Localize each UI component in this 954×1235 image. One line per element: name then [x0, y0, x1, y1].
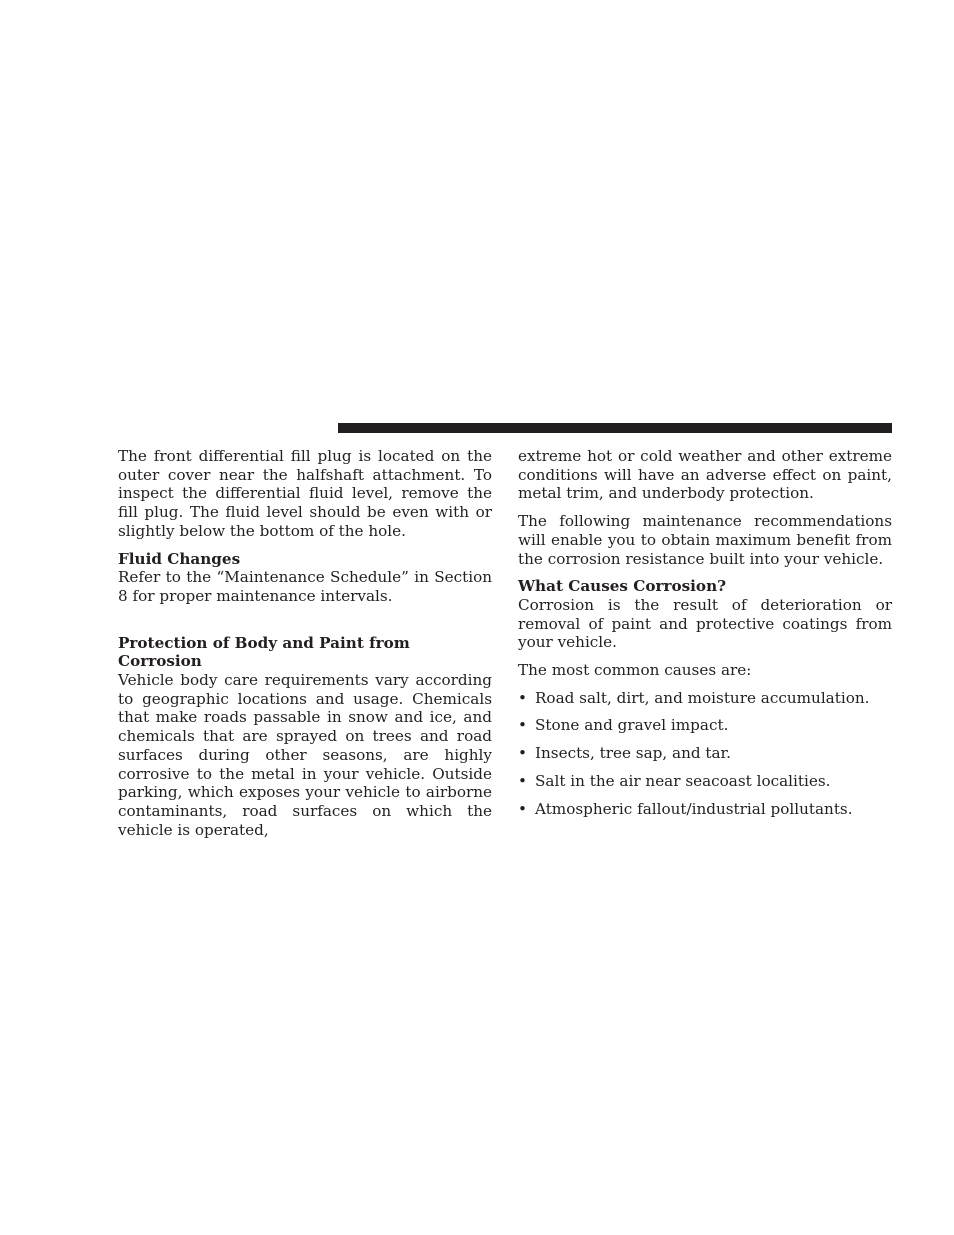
- list-item: • Insects, tree sap, and tar.: [518, 744, 731, 763]
- paragraph-extreme-weather: extreme hot or cold weather and other extreme conditions will have an adverse effect on paint, metal trim, and underbody protection.: [518, 447, 892, 503]
- list-item: • Road salt, dirt, and moisture accumulation.: [518, 688, 870, 707]
- list-item: • Stone and gravel impact.: [518, 716, 729, 735]
- left-column: [118, 447, 492, 839]
- list-item: • Salt in the air near seacoast localities.: [518, 771, 831, 790]
- bullet-icon: •: [518, 771, 527, 790]
- paragraph-fluid-changes: Refer to the “Maintenance Schedule” in Section 8 for proper maintenance intervals.: [118, 568, 492, 605]
- list-item: • Atmospheric fallout/industrial pollutants.: [518, 799, 853, 818]
- bullet-icon: •: [518, 688, 527, 707]
- bullet-icon: •: [518, 744, 527, 763]
- heading-fluid-changes: Fluid Changes: [118, 549, 241, 568]
- paragraph-differential-fill-plug: The front differential fill plug is located on the outer cover near the halfshaft attachment. To inspect the differential fluid level, remove the fill plug. The fluid level should be even with or slightly below the bottom of the hole.: [118, 447, 492, 540]
- bullet-icon: •: [518, 799, 527, 818]
- right-column: [518, 447, 892, 818]
- paragraph-body-care: Vehicle body care requirements vary according to geographic locations and usage. Chemicals that make roads passable in snow and ice, and chemicals that are sprayed on trees and road surfaces during other seasons, are highly corrosive to the metal in your vehicle. Outside parking, which exposes your vehicle to airborne contaminants, road surfaces on which the vehicle is operated,: [118, 671, 492, 839]
- section-header-rule: [338, 423, 892, 433]
- heading-what-causes-corrosion: What Causes Corrosion?: [518, 577, 727, 596]
- paragraph-common-causes: The most common causes are:: [518, 661, 752, 680]
- causes-list: [518, 689, 892, 819]
- paragraph-corrosion-definition: Corrosion is the result of deterioration or removal of paint and protective coatings from your vehicle.: [518, 595, 892, 652]
- bullet-icon: •: [518, 716, 527, 735]
- heading-protection-corrosion: Protection of Body and Paint from Corrosion: [118, 633, 410, 671]
- paragraph-maintenance-recommendations: The following maintenance recommendations will enable you to obtain maximum benefit from the corrosion resistance built into your vehicle.: [518, 512, 892, 568]
